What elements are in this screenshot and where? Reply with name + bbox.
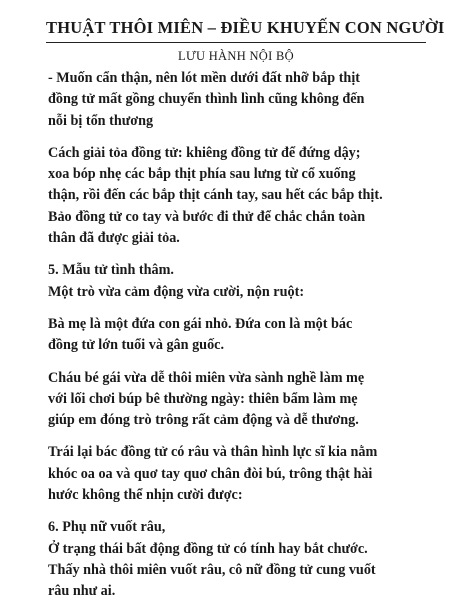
text-line: 6. Phụ nữ vuốt râu,	[48, 519, 166, 536]
text-line: 5. Mẫu tử tình thâm.	[48, 262, 174, 279]
text-line: Trái lại bác đồng tử có râu và thân hình lực sĩ kia nằm	[48, 444, 378, 461]
text-line: đồng tử mất gồng chuyển thình lình cũng không đến	[48, 91, 365, 108]
paragraph	[48, 68, 443, 132]
page-body	[48, 68, 443, 614]
page-header-title: THUẬT THÔI MIÊN – ĐIỀU KHUYẾN CON NGƯỜI	[46, 18, 445, 37]
paragraph	[48, 260, 443, 303]
text-line: giúp em đóng trò trông rất cảm động và dễ thương.	[48, 412, 359, 429]
text-line: Ở trạng thái bất động đồng tử có tính hay bắt chước.	[48, 540, 368, 557]
header-divider	[46, 42, 426, 43]
text-line: đồng tử lớn tuổi và gân guốc.	[48, 337, 225, 354]
text-line: râu như ai.	[48, 583, 116, 600]
text-line: với lối chơi búp bê thường ngày: thiên bẩm làm mẹ	[48, 390, 358, 407]
text-line: thân đã được giải tỏa.	[48, 230, 180, 247]
text-line: Một trò vừa cảm động vừa cười, nộn ruột:	[48, 283, 305, 300]
text-line: hước không thể nhịn cười được:	[48, 487, 243, 504]
paragraph	[48, 442, 443, 506]
text-line: nỗi bị tổn thương	[48, 112, 154, 129]
paragraph	[48, 368, 443, 432]
text-line: Bảo đồng tử co tay và bước đi thử để chắc chắn toàn	[48, 208, 366, 225]
text-line: xoa bóp nhẹ các bắp thịt phía sau lưng từ cổ xuống	[48, 166, 356, 183]
paragraph	[48, 517, 443, 602]
text-line: Bà mẹ là một đứa con gái nhỏ. Đứa con là một bác	[48, 315, 353, 332]
text-line: Cháu bé gái vừa dễ thôi miên vừa sành nghề làm mẹ	[48, 369, 365, 386]
text-line: Thấy nhà thôi miên vuốt râu, cô nữ đồng tử cung vuốt	[48, 561, 376, 578]
text-line: Cách giải tỏa đồng tử: khiêng đồng tử để đứng dậy;	[48, 144, 361, 161]
text-line: - Muốn cẩn thận, nên lót mền dưới đất nhỡ bắp thịt	[48, 70, 360, 86]
text-line: khóc oa oa và quơ tay quơ chân đòi bú, trông thật hài	[48, 465, 373, 482]
page-header-subtitle: LƯU HÀNH NỘI BỘ	[178, 49, 294, 63]
text-line: thận, rồi đến các bắp thịt cánh tay, sau hết các bắp thịt.	[48, 187, 383, 204]
paragraph	[48, 143, 443, 249]
paragraph	[48, 314, 443, 357]
